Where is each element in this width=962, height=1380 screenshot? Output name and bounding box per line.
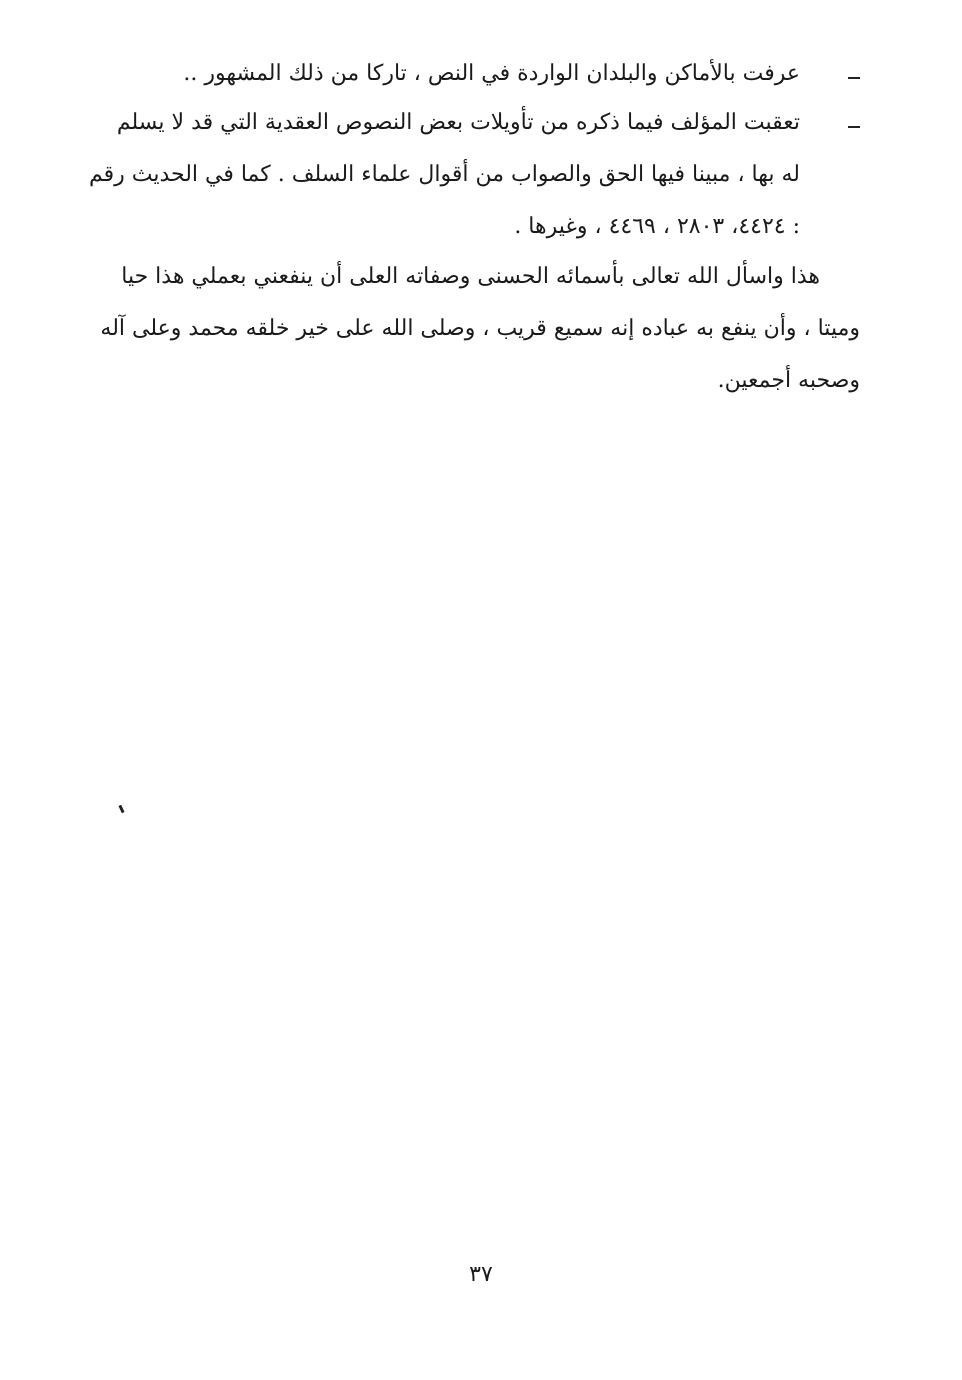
list-bullet-2 bbox=[848, 126, 860, 128]
closing-paragraph-line-3: وصحبه أجمعين. bbox=[717, 368, 860, 393]
scan-speck bbox=[118, 805, 124, 814]
closing-paragraph-line-1: هذا واسأل الله تعالى بأسمائه الحسنى وصفاته العلى أن ينفعني بعملي هذا حيا bbox=[121, 264, 820, 289]
list-item-2-line-2: له بها ، مبينا فيها الحق والصواب من أقوال علماء السلف . كما في الحديث رقم bbox=[88, 162, 800, 187]
page-number: ٣٧ bbox=[469, 1262, 493, 1287]
closing-paragraph-line-2: وميتا ، وأن ينفع به عباده إنه سميع قريب ، وصلى الله على خير خلقه محمد وعلى آله bbox=[100, 316, 860, 341]
list-item-2-line-3: : ٤٤٢٤، ٢٨٠٣ ، ٤٤٦٩ ، وغيرها . bbox=[514, 214, 800, 239]
list-item-1-line-1: عرفت بالأماكن والبلدان الواردة في النص ، تاركا من ذلك المشهور .. bbox=[183, 61, 800, 86]
list-item-2-line-1: تعقبت المؤلف فيما ذكره من تأويلات بعض النصوص العقدية التي قد لا يسلم bbox=[116, 110, 800, 135]
list-bullet-1 bbox=[848, 77, 860, 79]
